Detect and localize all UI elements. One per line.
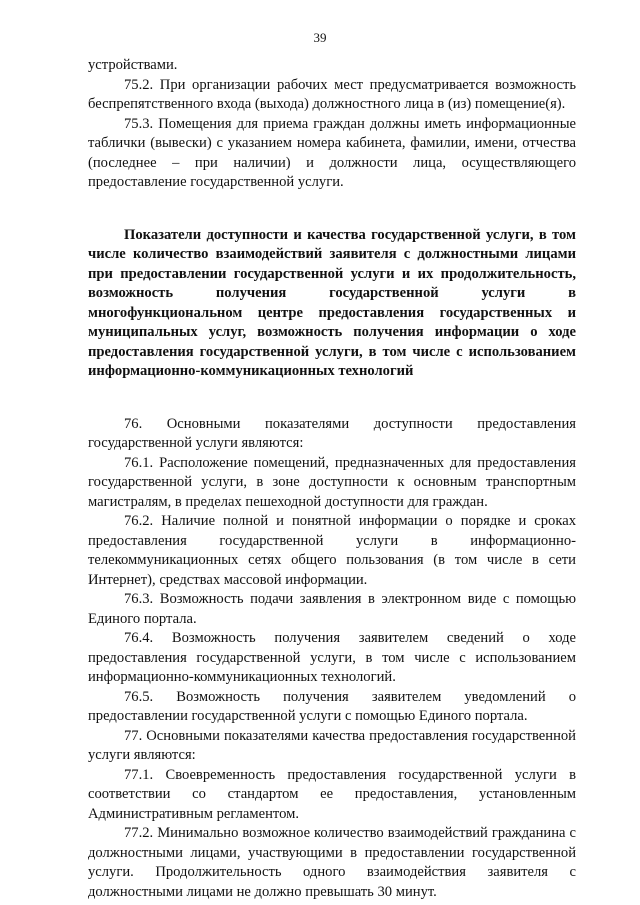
paragraph-77-2: 77.2. Минимально возможное количество взаимодействий гражданина с должностными лицами, участвующими в предоставлении государственной услуги. Продолжительность одного взаимодействия заявителя с должностными лицами не должно превышать 30 минут. bbox=[88, 825, 576, 900]
paragraph-76-5: 76.5. Возможность получения заявителем уведомлений о предоставлении государственной услуги с помощью Единого портала. bbox=[88, 688, 576, 724]
paragraph-76-2: 76.2. Наличие полной и понятной информации о порядке и сроках предоставления государственной услуги в информационно-телекоммуникационных сетях общего пользования (в том числе в сети Интернет), средствах массовой информации. bbox=[88, 513, 576, 588]
document-body bbox=[88, 56, 576, 902]
page-number: 39 bbox=[313, 30, 327, 45]
paragraph-76: 76. Основными показателями доступности предоставления государственной услуги являются: bbox=[88, 415, 576, 451]
paragraph-75-3: 75.3. Помещения для приема граждан должны иметь информационные таблички (вывески) с указанием номера кабинета, фамилии, имени, отчества (последнее – при наличии) и должности лица, осуществляющего предоставление государственной услуги. bbox=[88, 115, 576, 190]
paragraph-continuation: устройствами. bbox=[88, 57, 178, 73]
section-heading: Показатели доступности и качества государственной услуги, в том числе количество взаимодействий заявителя с должностными лицами при предоставлении государственной услуги и их продолжительность, возможность получения государственной услуги в многофункциональном центре предоставления государственных и муниципальных услуг, возможность получения информации о ходе предоставления государственной услуги, в том числе с использованием информационно-коммуникационных технологий bbox=[88, 226, 576, 379]
paragraph-77: 77. Основными показателями качества предоставления государственной услуги являются: bbox=[88, 727, 576, 763]
paragraph-77-1: 77.1. Своевременность предоставления государственной услуги в соответствии со стандартом ее предоставления, установленным Административным регламентом. bbox=[88, 766, 576, 822]
paragraph-76-3: 76.3. Возможность подачи заявления в электронном виде с помощью Единого портала. bbox=[88, 591, 576, 627]
paragraph-75-2: 75.2. При организации рабочих мест предусматривается возможность беспрепятственного входа (выхода) должностного лица в (из) помещение(я). bbox=[88, 76, 576, 112]
paragraph-76-4: 76.4. Возможность получения заявителем сведений о ходе предоставления государственной услуги, в том числе с использованием информационно-коммуникационных технологий. bbox=[88, 630, 576, 685]
paragraph-76-1: 76.1. Расположение помещений, предназначенных для предоставления государственной услуги, в зоне доступности к основным транспортным магистралям, в пределах пешеходной доступности для граждан. bbox=[88, 454, 576, 510]
